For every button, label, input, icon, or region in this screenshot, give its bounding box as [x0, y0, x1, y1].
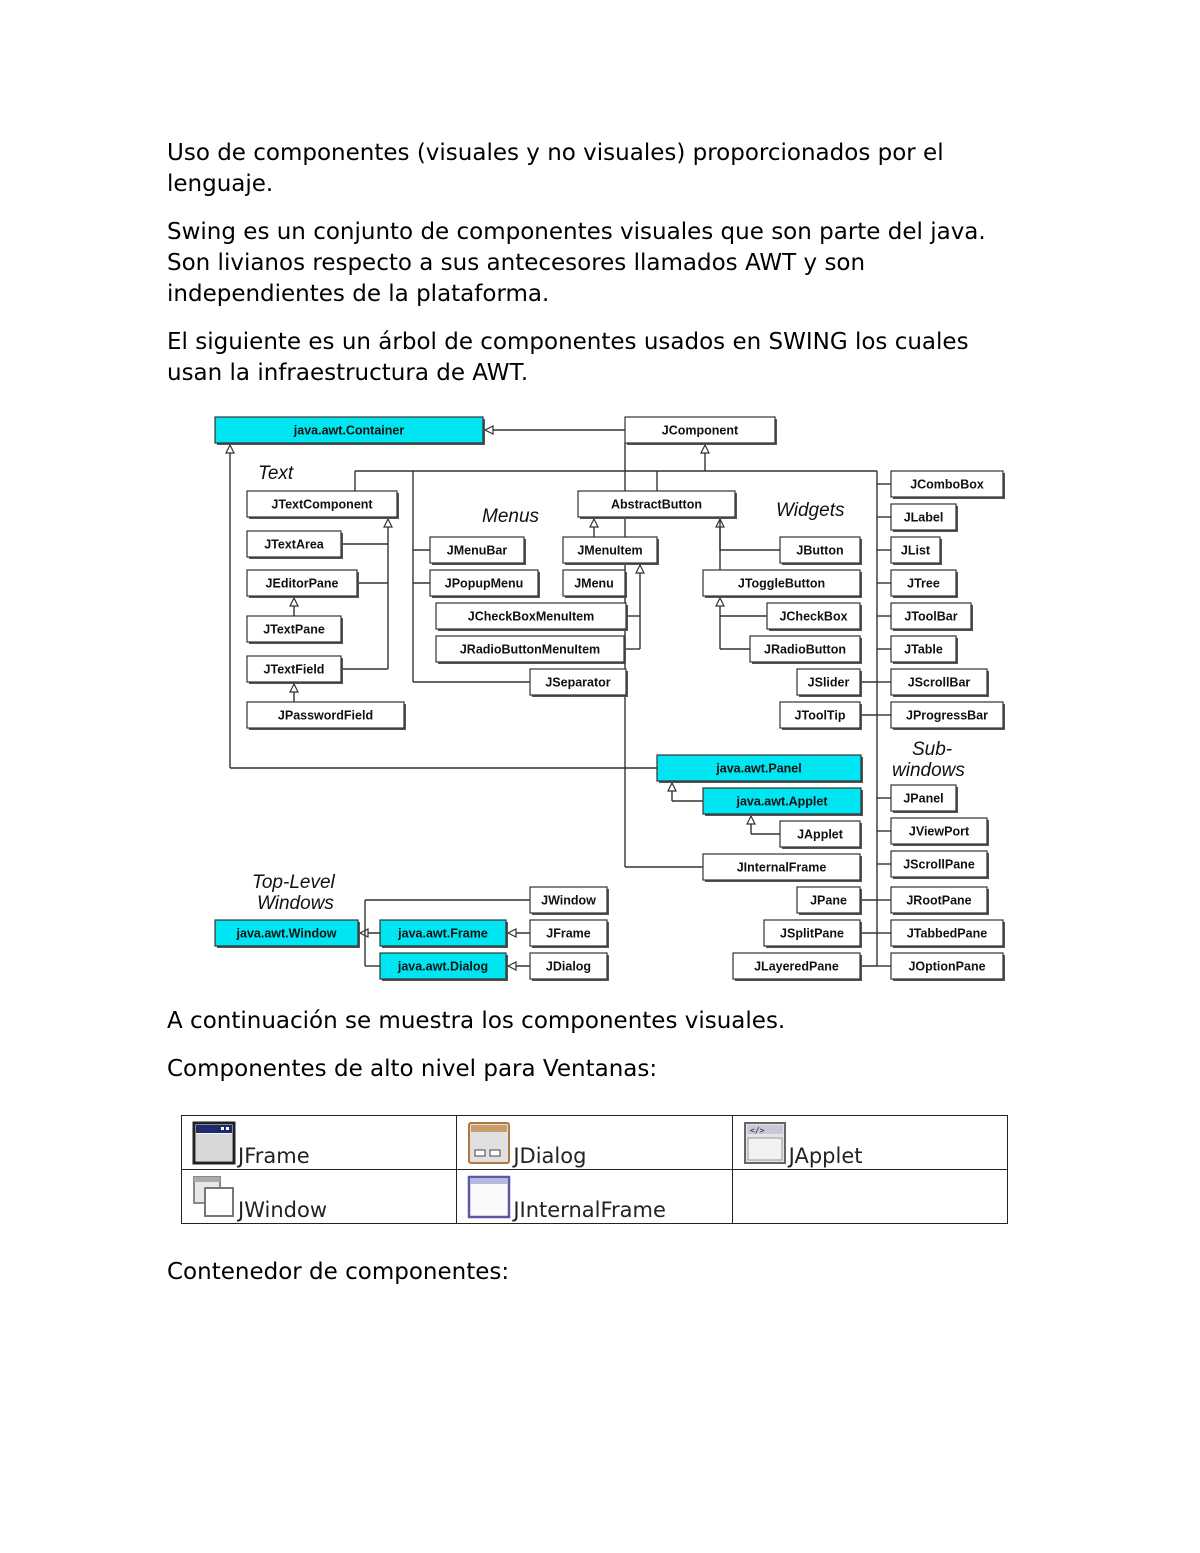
inheritance-arrow — [290, 598, 298, 606]
class-node-jtextfield — [247, 656, 343, 684]
paragraph-visual-components — [167, 1006, 1027, 1037]
class-node-jtooltip — [780, 702, 862, 730]
paragraph-top-level — [167, 1054, 1027, 1085]
class-node-jpane — [797, 887, 862, 915]
class-node-joptionpane — [891, 953, 1005, 981]
class-node-awt-dialog — [380, 953, 508, 981]
node-label: JTextField — [263, 662, 325, 677]
jwindow-label: JWindow — [238, 1198, 327, 1222]
class-node-jmenuitem — [563, 537, 659, 565]
node-label: JTextArea — [264, 537, 324, 552]
node-label: JTabbedPane — [906, 926, 988, 941]
jdialog-label: JDialog — [513, 1144, 587, 1168]
class-node-jsplitpane — [764, 920, 862, 948]
japplet-label: JApplet — [788, 1144, 863, 1168]
node-label: JSlider — [807, 675, 850, 690]
jinternalframe-icon — [466, 1174, 512, 1220]
group-label-menus: Menus — [482, 506, 540, 527]
node-label: JMenu — [574, 576, 614, 591]
class-node-jradiobuttonmenuitem — [436, 636, 626, 664]
class-node-jlabel — [891, 504, 958, 532]
inheritance-arrow — [716, 598, 724, 606]
node-label: JTree — [907, 576, 940, 591]
class-node-japplet — [780, 821, 862, 849]
jframe-icon — [191, 1120, 237, 1166]
svg-text:</>: </> — [749, 1126, 765, 1135]
inheritance-arrow — [226, 445, 234, 453]
class-node-jpopupmenu — [430, 570, 540, 598]
class-node-awt-window — [215, 920, 360, 948]
jdialog-icon — [466, 1120, 512, 1166]
inheritance-arrow — [636, 565, 644, 573]
class-node-jmenubar — [430, 537, 526, 565]
node-label: JScrollPane — [903, 857, 975, 872]
text-line: A continuación se muestra los componentes visuales. — [167, 1008, 786, 1034]
class-node-jtextarea — [247, 531, 343, 559]
group-label-text: Text — [258, 463, 294, 484]
inheritance-arrow — [384, 519, 392, 527]
class-node-jlist — [891, 537, 942, 565]
class-node-jdialog — [530, 953, 609, 981]
node-label: java.awt.Container — [293, 423, 405, 438]
class-node-jrootpane — [891, 887, 989, 915]
class-node-jcomponent — [625, 417, 777, 445]
inheritance-arrow — [485, 426, 493, 434]
node-label: java.awt.Frame — [398, 926, 488, 941]
node-label: JWindow — [541, 893, 596, 908]
class-node-jtextcomponent — [247, 491, 399, 519]
node-label: JScrollBar — [907, 675, 971, 690]
class-node-awt-applet — [703, 788, 863, 816]
class-node-jseparator — [530, 669, 628, 697]
table-cell — [182, 1116, 457, 1170]
node-label: JMenuBar — [446, 543, 508, 558]
paragraph-swing — [167, 217, 1027, 310]
node-label: JOptionPane — [908, 959, 986, 974]
text-line: Componentes de alto nivel para Ventanas: — [167, 1056, 658, 1082]
node-label: java.awt.Window — [236, 926, 337, 941]
class-node-jwindow — [530, 887, 609, 915]
group-label-subwindows: Sub- — [912, 739, 953, 760]
node-label: JCheckBoxMenuItem — [467, 609, 595, 624]
text-line: El siguiente es un árbol de componentes usados en SWING los cuales — [167, 329, 969, 355]
inheritance-arrow — [290, 684, 298, 692]
table-cell — [182, 1170, 457, 1224]
node-label: JSplitPane — [780, 926, 844, 941]
inheritance-arrow — [508, 929, 516, 937]
node-label: JPopupMenu — [444, 576, 524, 591]
node-label: JPasswordField — [277, 708, 374, 723]
class-node-jviewport — [891, 818, 989, 846]
node-label: JRadioButtonMenuItem — [459, 642, 601, 657]
class-node-jtable — [891, 636, 958, 664]
swing-class-diagram — [200, 405, 1020, 990]
class-node-jtogglebutton — [703, 570, 862, 598]
class-node-awt-panel — [657, 755, 863, 783]
class-node-jcheckbox — [767, 603, 862, 631]
class-node-jslider — [797, 669, 862, 697]
node-label: JComboBox — [910, 477, 984, 492]
node-label: JToolBar — [904, 609, 958, 624]
inheritance-arrow — [590, 519, 598, 527]
node-label: JFrame — [546, 926, 591, 941]
class-node-jmenu — [563, 570, 627, 598]
class-node-awt-container — [215, 417, 485, 445]
class-node-jtabbedpane — [891, 920, 1005, 948]
table-row — [182, 1116, 1008, 1170]
node-label: JLabel — [903, 510, 944, 525]
class-node-jframe — [530, 920, 609, 948]
node-label: JMenuItem — [577, 543, 643, 558]
jframe-label: JFrame — [238, 1144, 310, 1168]
node-label: JComponent — [661, 423, 739, 438]
class-node-awt-frame — [380, 920, 508, 948]
class-node-jpasswordfield — [247, 702, 406, 730]
class-node-jcombobox — [891, 471, 1005, 499]
table-cell — [457, 1116, 732, 1170]
node-label: JRadioButton — [764, 642, 846, 657]
node-label: JPane — [810, 893, 847, 908]
node-label: JPanel — [903, 791, 944, 806]
node-label: JToggleButton — [737, 576, 826, 591]
class-node-jprogressbar — [891, 702, 1005, 730]
node-label: JSeparator — [545, 675, 611, 690]
text-line: Swing es un conjunto de componentes visuales que son parte del java. — [167, 219, 986, 245]
windows-table — [181, 1115, 1008, 1224]
inheritance-arrow — [668, 783, 676, 791]
inheritance-arrow — [360, 929, 368, 937]
node-label: JInternalFrame — [736, 860, 827, 875]
node-label: JLayeredPane — [754, 959, 839, 974]
table-cell-empty — [732, 1170, 1007, 1224]
node-label: JButton — [796, 543, 844, 558]
text-line: Uso de componentes (visuales y no visuales) proporcionados por el — [167, 140, 944, 166]
node-label: JProgressBar — [906, 708, 988, 723]
class-node-jscrollpane — [891, 851, 989, 879]
node-label: JTable — [904, 642, 943, 657]
node-label: JTextComponent — [271, 497, 373, 512]
node-label: java.awt.Panel — [716, 761, 802, 776]
table-cell — [732, 1116, 1007, 1170]
node-label: JRootPane — [906, 893, 972, 908]
text-line: usan la infraestructura de AWT. — [167, 360, 529, 386]
node-label: java.awt.Dialog — [397, 959, 489, 974]
paragraph-containers — [167, 1257, 1027, 1288]
node-label: JCheckBox — [779, 609, 848, 624]
class-node-jscrollbar — [891, 669, 989, 697]
class-node-jlayeredpane — [733, 953, 862, 981]
class-node-jeditorpane — [247, 570, 359, 598]
inheritance-arrow — [747, 816, 755, 824]
node-label: JDialog — [545, 959, 592, 974]
class-node-jpanel — [891, 785, 958, 813]
class-node-jcheckboxmenuitem — [436, 603, 628, 631]
node-label: JApplet — [797, 827, 843, 842]
node-label: AbstractButton — [611, 497, 702, 512]
group-label-toplevel: Windows — [257, 893, 334, 914]
group-label-toplevel: Top-Level — [252, 872, 335, 893]
class-node-jtree — [891, 570, 958, 598]
class-node-jradiobutton — [750, 636, 862, 664]
class-node-jinternalframe — [703, 854, 862, 882]
class-node-jtextpane — [247, 616, 343, 644]
japplet-icon — [742, 1120, 788, 1166]
table-row — [182, 1170, 1008, 1224]
paragraph-tree — [167, 327, 1027, 389]
paragraph-intro — [167, 138, 1027, 200]
class-node-abstractbutton — [578, 491, 737, 519]
class-node-jbutton — [780, 537, 862, 565]
text-line: Contenedor de componentes: — [167, 1259, 510, 1285]
jinternalframe-label: JInternalFrame — [513, 1198, 666, 1222]
node-label: JViewPort — [908, 824, 970, 839]
jwindow-icon — [191, 1174, 237, 1220]
inheritance-arrow — [508, 962, 516, 970]
group-label-subwindows: windows — [892, 760, 965, 781]
node-label: JTextPane — [263, 622, 325, 637]
inheritance-arrow — [701, 445, 709, 453]
node-label: JList — [900, 543, 931, 558]
node-label: JToolTip — [794, 708, 846, 723]
table-cell — [457, 1170, 732, 1224]
text-line: lenguaje. — [167, 171, 274, 197]
class-node-jtoolbar — [891, 603, 973, 631]
text-line: independientes de la plataforma. — [167, 281, 550, 307]
text-line: Son livianos respecto a sus antecesores llamados AWT y son — [167, 250, 866, 276]
node-label: java.awt.Applet — [736, 794, 828, 809]
group-label-widgets: Widgets — [776, 500, 845, 521]
node-label: JEditorPane — [265, 576, 339, 591]
